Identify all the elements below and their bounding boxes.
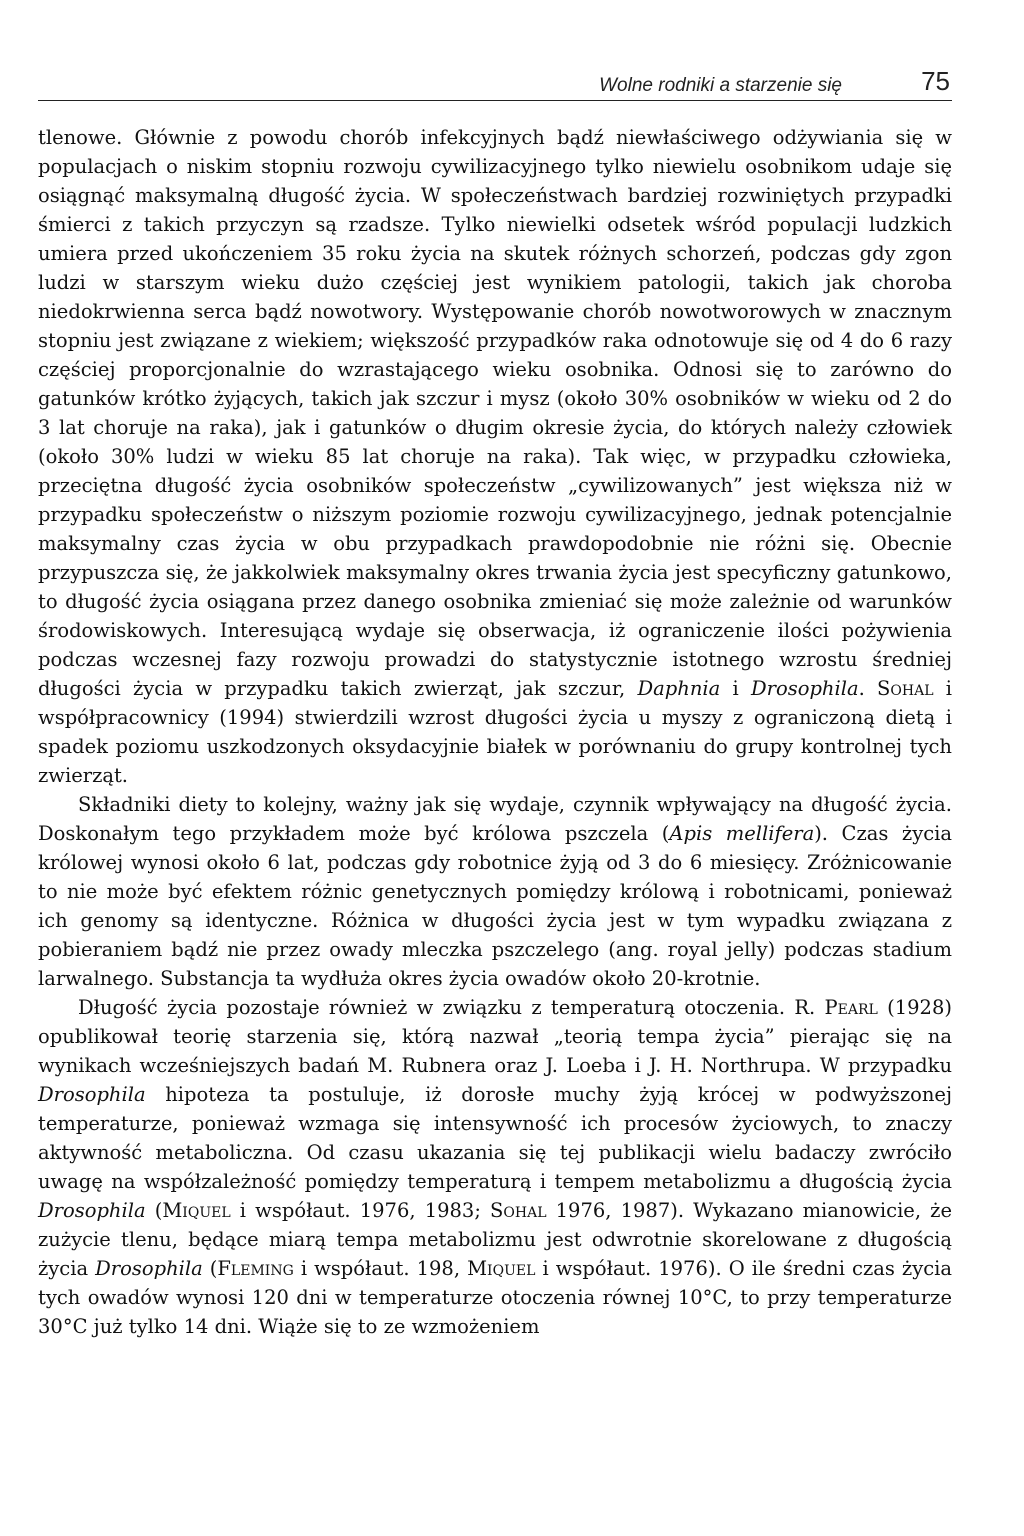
text-run: ( bbox=[202, 1257, 218, 1280]
body-text bbox=[38, 123, 952, 1341]
author-name: Sohal bbox=[490, 1199, 547, 1222]
italic-term: Drosophila bbox=[38, 1199, 146, 1222]
text-run: i współaut. 1976, 1983; bbox=[230, 1199, 491, 1222]
author-name: Miquel bbox=[467, 1257, 536, 1280]
text-run: 1976, 1987). Wykazano mianowicie, że zużycie tlenu, będące miarą tempa metabolizmu jest odwrotnie skorelowane z długością życia bbox=[38, 1199, 952, 1280]
text-run: . bbox=[858, 677, 878, 700]
italic-term: Drosophila bbox=[95, 1257, 203, 1280]
running-title: Wolne rodniki a starzenie się bbox=[599, 75, 842, 96]
author-name: Miquel bbox=[162, 1199, 231, 1222]
italic-term: Daphnia bbox=[637, 677, 721, 700]
book-page bbox=[38, 60, 952, 1341]
text-run: hipoteza ta postuluje, iż dorosłe muchy żyją krócej w podwyższonej temperaturze, ponieważ wzmaga się intensywność ich procesów życiowych, to znaczy aktywność metaboliczna. Od czasu ukazania się tej publikacji wielu badaczy zwróciło uwagę na współzależność pomiędzy temperaturą i tempem metabolizmu a długością życia bbox=[38, 1083, 952, 1193]
text-run: i współaut. 1976). O ile średni czas życia tych owadów wynosi 120 dni w temperaturze otoczenia równej 10°C, to przy temperaturze 30°C już tylko 14 dni. Wiąże się to ze wzmożeniem bbox=[38, 1257, 952, 1338]
italic-term: Drosophila bbox=[751, 677, 859, 700]
author-name: Fleming bbox=[217, 1257, 294, 1280]
page-number: 75 bbox=[921, 66, 950, 96]
text-run: ( bbox=[145, 1199, 163, 1222]
running-header bbox=[38, 60, 952, 101]
text-run: Składniki diety to kolejny, ważny jak się wydaje, czynnik wpływający na długość życia. Doskonałym tego przykładem może być królowa pszczela ( bbox=[38, 793, 952, 845]
paragraph bbox=[38, 123, 952, 790]
text-run: (1928) opublikował teorię starzenia się, którą nazwał „teorią tempa życia” pierając się na wynikach wcześniejszych badań M. Rubnera oraz J. Loeba i J. H. Northrupa. W przypadku bbox=[38, 996, 952, 1077]
paragraph bbox=[38, 790, 952, 993]
text-run: i współaut. 198, bbox=[293, 1257, 468, 1280]
italic-term: Drosophila bbox=[38, 1083, 146, 1106]
text-run: ). Czas życia królowej wynosi około 6 lat, podczas gdy robotnice żyją od 3 do 6 miesięcy. Zróżnicowanie to nie może być efektem różnic genetycznych pomiędzy królową i robotnicami, ponieważ ich genomy są identyczne. Różnica w długości życia jest w tym wypadku związana z pobieraniem bądź nie przez owady mleczka pszczelego (ang. royal jelly) podczas stadium larwalnego. Substancja ta wydłuża okres życia owadów około 20-krotnie. bbox=[38, 822, 953, 990]
italic-term: Apis mellifera bbox=[669, 822, 815, 845]
author-name: Pearl bbox=[824, 996, 878, 1019]
paragraph bbox=[38, 993, 952, 1341]
author-name: Sohal bbox=[877, 677, 934, 700]
text-run: i bbox=[720, 677, 751, 700]
text-run: tlenowe. Głównie z powodu chorób infekcyjnych bądź niewłaściwego odżywiania się w populacjach o niskim stopniu rozwoju cywilizacyjnego tylko niewielu osobnikom udaje się osiągnąć maksymalną długość życia. W społeczeństwach bardziej rozwiniętych przypadki śmierci z takich przyczyn są rzadsze. Tylko niewielki odsetek wśród populacji ludzkich umiera przed ukończeniem 35 roku życia na skutek różnych schorzeń, podczas gdy zgon ludzi w starszym wieku dużo częściej jest wynikiem patologii, takich jak choroba niedokrwienna serca bądź nowotwory. Występowanie chorób nowotworowych w znacznym stopniu jest związane z wiekiem; większość przypadków raka odnotowuje się od 4 do 6 razy częściej proporcjonalnie do wzrastającego wieku osobnika. Odnosi się to zarówno do gatunków krótko żyjących, takich jak szczur i mysz (około 30% osobników w wieku od 2 do 3 lat choruje na raka), jak i gatunków o długim okresie życia, do których należy człowiek (około 30% ludzi w wieku 85 lat choruje na raka). Tak więc, w przypadku człowieka, przeciętna długość życia osobników społeczeństw „cywilizowanych” jest większa niż w przypadku społeczeństw o niższym poziomie rozwoju cywilizacyjnego, jednak potencjalnie maksymalny czas życia w obu przypadkach prawdopodobnie nie różni się. Obecnie przypuszcza się, że jakkolwiek maksymalny okres trwania życia jest specyficzny gatunkowo, to długość życia osiągana przez danego osobnika zmieniać się może zależnie od warunków środowiskowych. Interesującą wydaje się obserwacja, iż ograniczenie ilości pożywienia podczas wczesnej fazy rozwoju prowadzi do statystycznie istotnego wzrostu średniej długości życia w przypadku takich zwierząt, jak szczur, bbox=[38, 126, 952, 700]
text-run: Długość życia pozostaje również w związku z temperaturą otoczenia. R. bbox=[78, 996, 825, 1019]
text-run: i współpracownicy (1994) stwierdzili wzrost długości życia u myszy z ograniczoną dietą i spadek poziomu uszkodzonych oksydacyjnie białek w porównaniu do grupy kontrolnej tych zwierząt. bbox=[38, 677, 952, 787]
